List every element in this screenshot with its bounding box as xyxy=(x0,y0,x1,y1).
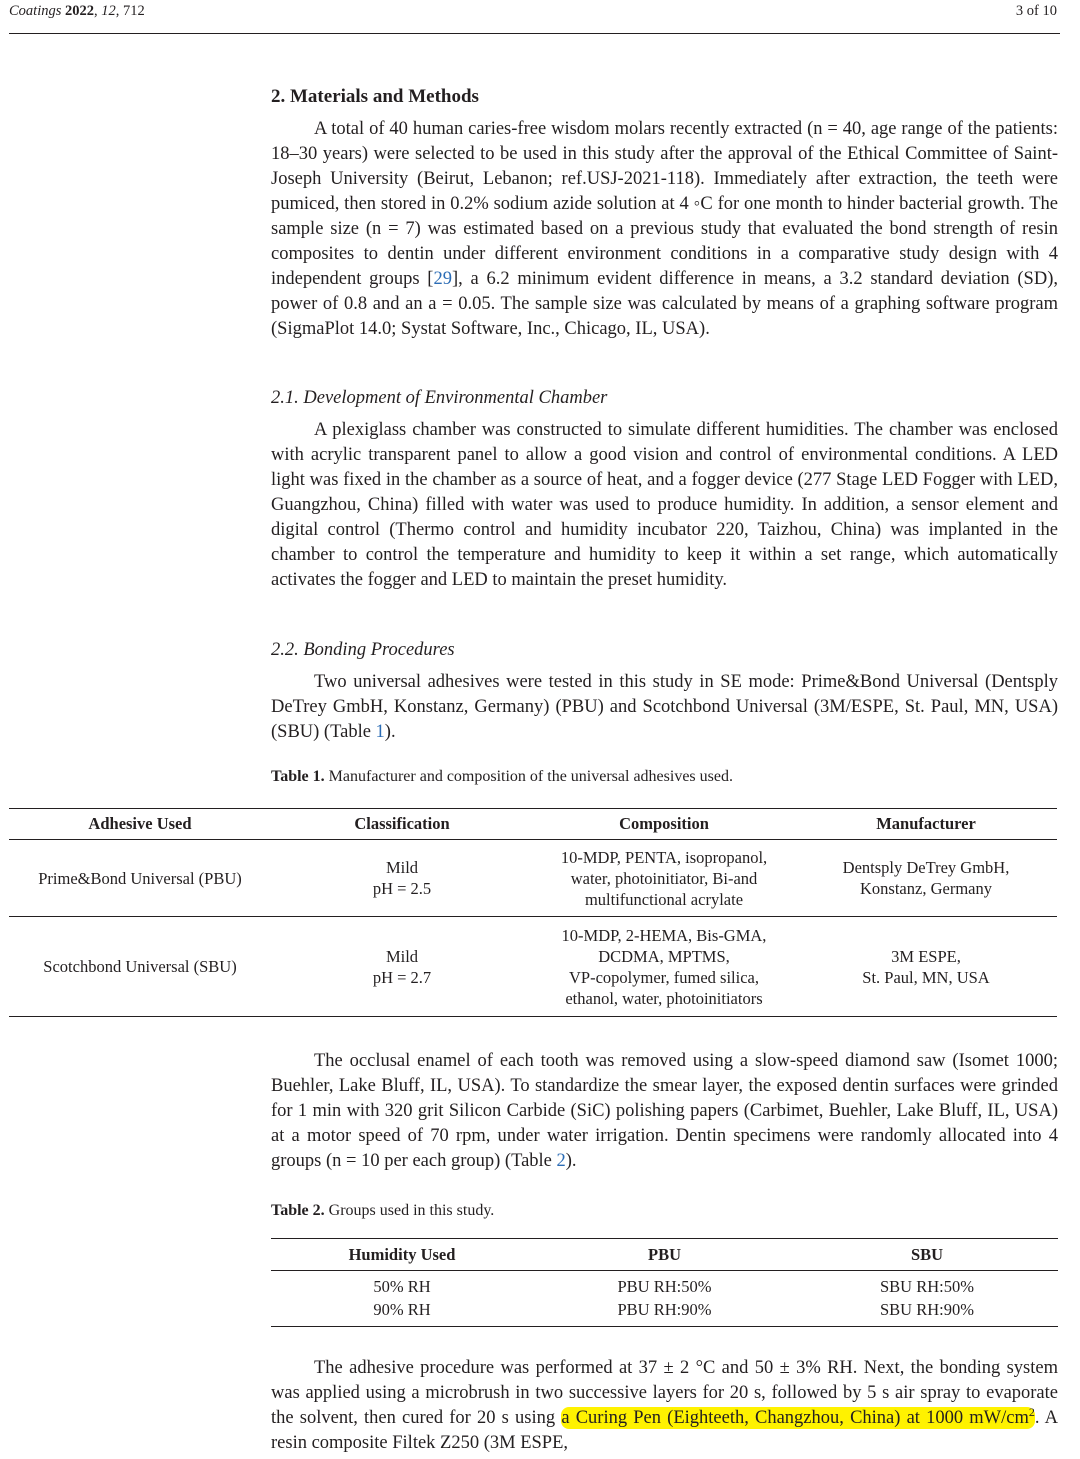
table-row xyxy=(271,1298,1058,1327)
column-header: Composition xyxy=(533,809,795,840)
table-cell: Scotchbond Universal (SBU) xyxy=(9,917,271,1017)
chamber-section xyxy=(271,386,1058,593)
journal-year: 2022 xyxy=(65,3,94,19)
subsection-heading: 2.1. Development of Environmental Chamber xyxy=(271,388,608,408)
table-header-row xyxy=(271,1239,1058,1271)
column-header: PBU xyxy=(533,1239,796,1271)
table2 xyxy=(271,1238,1058,1327)
adhesive-procedure-section xyxy=(271,1356,1058,1456)
subsection-heading: 2.2. Bonding Procedures xyxy=(271,640,455,660)
table-cell: Prime&Bond Universal (PBU) xyxy=(9,840,271,917)
table-row xyxy=(271,1271,1058,1299)
column-header: Humidity Used xyxy=(271,1239,533,1271)
table-cell: SBU RH:50% xyxy=(880,1277,974,1296)
paragraph: A plexiglass chamber was constructed to simulate different humidities. The chamber was enclosed with acrylic transparent panel to allow a good vision and control of environmental conditions. A LED light was fixed in the chamber as a source of heat, and a fogger device (277 Stage LED Fogger with LED, Guangzhou, China) filled with water was used to produce humidity. In addition, a sensor element and digital control (Thermo control and humidity incubator 220, Taizhou, China) was implanted in the chamber to control the temperature and humidity to keep it within a set range, which automatically activates the fogger and LED to maintain the preset humidity. xyxy=(271,420,1058,590)
table-cell: PBU RH:50% xyxy=(617,1277,712,1296)
column-header: Adhesive Used xyxy=(9,809,271,840)
table-cell: 10-MDP, PENTA, isopropanol, water, photoinitiator, Bi-and multifunctional acrylate xyxy=(533,840,795,917)
methods-section xyxy=(271,84,1058,342)
table-cell: 90% RH xyxy=(271,1298,533,1327)
paragraph: The adhesive procedure was performed at 37 ± 2 °C and 50 ± 3% RH. Next, the bonding system was applied using a microbrush in two successive layers for 20 s, followed by 5 s air spray to evaporate the solvent, then cured for 20 s using a Curing Pen (Eighteeth, Changzhou, China) at 1000 $mW/cm^2$. A resin composite Filtek Z250 (3M ESPE, xyxy=(271,1358,1059,1453)
table-link[interactable]: 2 xyxy=(556,1151,566,1171)
column-header: SBU xyxy=(796,1239,1058,1271)
paragraph: Two universal adhesives were tested in this study in SE mode: Prime&Bond Universal (Dentsply DeTrey GmbH, Konstanz, Germany) (PBU) and Scotchbond Universal (3M/ESPE, St. Paul, MN, USA) (SBU) (Table 1). xyxy=(271,672,1058,742)
journal-volume: 12 xyxy=(101,3,116,19)
table1 xyxy=(9,808,1057,1017)
bonding-section xyxy=(271,638,1058,745)
article-number: 712 xyxy=(123,3,145,19)
paragraph: The occlusal enamel of each tooth was removed using a slow-speed diamond saw (Isomet 1000; Buehler, Lake Bluff, IL, USA). To standardize the smear layer, the exposed dentin surfaces were grinded for 1 min with 320 grit Silicon Carbide (SiC) polishing papers (Carbimet, Buehler, Lake Bluff, IL, USA) at a motor speed of 70 rpm, under water irrigation. Dentin specimens were randomly allocated into 4 groups (n = 10 per each group) (Table 2). xyxy=(271,1051,1058,1171)
table-header-row xyxy=(9,809,1057,840)
enamel-section xyxy=(271,1049,1058,1174)
paragraph: A total of 40 human caries-free wisdom molars recently extracted (n = 40, age range of the patients: 18–30 years) were selected to be used in this study after the approval of the Ethical Committee of Saint-Joseph University (Beirut, Lebanon; ref.USJ-2021-118). Immediately after extraction, the teeth were pumiced, then stored in 0.2% sodium azide solution at 4 ◦C for one month to hinder bacterial growth. The sample size (n = 7) was estimated based on a previous study that evaluated the bond strength of resin composites to dentin under different environment conditions in a comparative study design with 4 independent groups [29], a 6.2 minimum evident difference in means, a 3.2 standard deviation (SD), power of 0.8 and an a = 0.05. The sample size was calculated by means of a graphing software program (SigmaPlot 14.0; Systat Software, Inc., Chicago, IL, USA). xyxy=(271,119,1058,339)
column-header: Manufacturer xyxy=(795,809,1057,840)
citation-link[interactable]: 29 xyxy=(433,269,452,289)
journal-name: Coatings xyxy=(9,3,62,19)
text-highlight: a Curing Pen (Eighteeth, Changzhou, China) at 1000 $mW/cm^2$ xyxy=(561,1404,1035,1428)
table-cell: 3M ESPE, St. Paul, MN, USA xyxy=(795,917,1057,1017)
table-cell: 10-MDP, 2-HEMA, Bis-GMA, DCDMA, MPTMS, VP-copolymer, fumed silica, ethanol, water, photoinitiators xyxy=(533,917,795,1017)
page-header xyxy=(9,0,1060,34)
table1-caption: Table 1. Manufacturer and composition of the universal adhesives used. xyxy=(271,768,733,785)
table2-caption: Table 2. Groups used in this study. xyxy=(271,1202,495,1219)
column-header: Classification xyxy=(271,809,533,840)
journal-citation: Coatings 2022, 12, 712 xyxy=(9,3,145,19)
table-cell: PBU RH:90% xyxy=(533,1298,796,1327)
page-number: 3 of 10 xyxy=(1015,3,1057,19)
section-heading: 2. Materials and Methods xyxy=(271,86,479,107)
table-cell: SBU RH:90% xyxy=(796,1298,1058,1327)
table-cell: Mild pH = 2.5 xyxy=(271,840,533,917)
table-cell: Dentsply DeTrey GmbH, Konstanz, Germany xyxy=(795,840,1057,917)
table-cell: Mild pH = 2.7 xyxy=(271,917,533,1017)
table-link[interactable]: 1 xyxy=(375,722,385,742)
table-row xyxy=(9,840,1057,917)
table-cell: 50% RH xyxy=(373,1277,431,1296)
table-row xyxy=(9,917,1057,1017)
